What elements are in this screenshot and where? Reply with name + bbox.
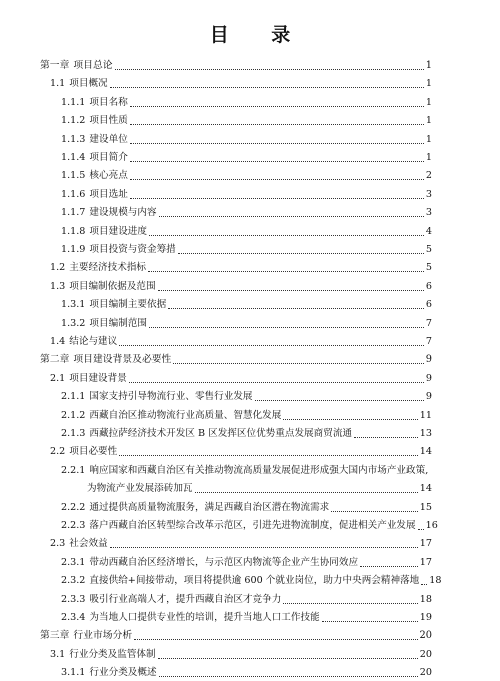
dot-leader [159,676,418,677]
toc-entry-text: 项目概况 [69,78,108,90]
toc-page-number: 11 [419,409,432,421]
toc-entry-number: 2.1 [50,372,66,384]
dot-leader [130,124,424,125]
toc-page-number: 1 [425,115,432,127]
toc-entry-label [61,389,253,405]
toc-entry-number: 第三章 [40,630,70,642]
toc-entry-text: 建设规模与内容 [89,207,157,219]
toc-entry-number: 1.1.2 [61,115,86,127]
toc-entry-text: 国家支持引导物流行业、零售行业发展 [89,391,253,403]
toc-entry-text: 社会效益 [69,538,108,550]
toc-entry-number: 2.1.1 [61,391,86,403]
toc-entry-label [61,555,358,571]
toc-page-number: 14 [419,483,432,495]
toc-entry-label [61,187,128,203]
toc-page-number: 9 [425,372,432,384]
toc-entry-number: 1.1.5 [61,170,86,182]
toc-entry-text: 落户西藏自治区转型综合改革示范区，引进先进物流制度，促进相关产业发展 [89,520,416,531]
toc-entry [61,95,432,111]
toc-page-number: 5 [425,262,432,274]
toc-entry-text: 项目建设背景及必要性 [73,354,172,366]
toc-entry-text: 西藏自治区推动物流行业高质量、智慧化发展 [89,409,282,421]
toc-entry-number: 1.1.4 [61,152,86,163]
dot-leader [168,308,424,309]
toc-entry [61,408,432,424]
toc-entry [61,592,432,608]
toc-entry-number: 1.1.7 [61,207,86,219]
toc-entry-label [61,205,157,221]
dot-leader [421,584,427,585]
dot-leader [130,106,424,107]
toc-entry-text: 主要经济技术指标 [69,262,147,274]
dot-leader [195,492,418,493]
toc-entry-label [61,150,128,166]
toc-entry-number: 3.1.1 [61,667,86,679]
toc-entry [61,555,432,571]
toc-page-number: 9 [425,354,432,366]
toc-page-number: 20 [419,630,432,642]
toc-entry-label [87,481,193,497]
toc-entry-text: 项目性质 [89,115,128,127]
toc-entry [61,665,432,681]
toc-page-number: 19 [419,612,432,623]
toc-entry-number: 1.1.1 [61,96,86,108]
toc-page-number: 2 [425,170,432,182]
toc-entry-text: 项目建设进度 [89,225,147,237]
toc-entry-text: 项目名称 [89,96,128,108]
toc-entry [61,205,432,221]
toc-page-number: 7 [425,317,432,329]
toc-entry-label [50,260,146,276]
toc-page-number: 9 [425,391,432,403]
dot-leader [159,216,424,217]
dot-leader [283,603,417,604]
dot-leader [110,87,424,88]
toc-entry-text: 为物流产业发展添砖加瓦 [87,483,193,495]
toc-page-number: 17 [419,556,432,568]
toc-page-number: 14 [419,446,432,458]
dot-leader [129,382,424,383]
dot-leader [149,327,424,328]
toc-entry-text: 项目必要性 [69,446,118,458]
dot-leader [149,235,424,236]
toc-entry-number: 1.3.1 [61,299,86,311]
toc-entry-label [61,168,128,184]
dot-leader [360,566,418,567]
dot-leader [331,511,418,512]
dot-leader [115,69,424,70]
toc-entry-number: 1.1 [50,78,66,90]
toc-entry-text: 项目总论 [73,60,113,71]
toc-page-number: 20 [419,667,432,679]
toc-entry-text: 核心亮点 [89,170,128,182]
toc-entry-label [61,316,147,332]
toc-chapter-entry [40,352,432,368]
toc-entry-text: 吸引行业高端人才，提升西藏自治区才竞争力 [89,593,282,605]
toc-entry-text: 项目编制范围 [89,317,147,329]
toc-entry-label [61,665,157,681]
toc-page-number: 1 [425,133,432,145]
toc-entry-text: 项目简介 [89,152,128,163]
toc-entry-text: 为当地人口提供专业性的培训，提升当地人口工作技能 [89,612,320,623]
toc-page-number: 3 [425,188,432,200]
toc-entry-text: 项目编制依据及范围 [69,280,156,292]
toc-entry-text: 响应国家和西藏自治区有关推动物流高质量发展促进形成强大国内市场产业政策, [89,464,429,476]
toc-entry [61,316,432,332]
toc-page-number: 20 [419,648,432,660]
toc-entry-text: 项目投资与资金筹措 [89,244,176,255]
toc-entry [50,334,432,350]
toc-entry [61,150,432,166]
toc-entry-number: 2.3.4 [61,612,86,623]
toc-page-number: 1 [425,96,432,108]
dot-leader [418,529,424,530]
toc-entry-label [61,610,320,626]
toc-page-number: 3 [425,207,432,219]
toc-entry [61,426,432,442]
toc-entry-text: 直接供给+间接带动，项目将提供逾 600 个就业岗位，助力中央两会精神落地 [89,575,420,587]
toc-page-number: 1 [425,152,432,163]
toc-entry [61,610,432,626]
dot-leader [255,400,424,401]
toc-entry-label [61,500,329,516]
dot-leader [158,290,424,291]
toc-entry-label [40,58,113,74]
toc-entry-number: 2.3 [50,538,66,550]
toc-entry [50,444,432,460]
dot-leader [283,419,417,420]
toc-entry [87,481,432,497]
toc-entry [61,113,432,129]
dot-leader [130,143,424,144]
toc-entry-text: 行业分类及监管体制 [69,648,156,660]
toc-entry-label [50,334,117,350]
toc-entry [61,168,432,184]
toc-page-number: 15 [419,501,432,513]
toc-entry [61,242,432,258]
dot-leader [354,437,418,438]
toc-chapter-entry [40,628,432,644]
toc-entry [61,573,442,589]
toc-entry [61,389,432,405]
toc-entry-label [61,463,428,479]
toc-entry-number: 2.1.3 [61,428,86,439]
toc-page-number: 18 [419,593,432,605]
toc-entry-label [50,536,108,552]
toc-entry-label [61,573,419,589]
toc-entry-number: 2.3.3 [61,593,86,605]
toc-entry-label [61,242,176,258]
toc-entry-number: 1.3 [50,280,66,292]
toc-entry-number: 1.1.6 [61,188,86,200]
toc-entry-number: 3.1 [50,648,66,660]
toc-entry-label [61,592,281,608]
toc-entry-number: 1.1.3 [61,133,86,145]
toc-entry-number: 2.2.2 [61,501,86,513]
toc-entry-number: 2.2.3 [61,520,86,531]
toc-entry [61,297,432,313]
toc-entry [50,647,432,663]
toc-entry-text: 结论与建议 [69,336,118,347]
toc-entry-label [50,371,127,387]
toc-page-number: 7 [425,336,432,347]
toc-entry [61,224,432,240]
toc-entry-number: 2.3.1 [61,556,86,568]
toc-entry-label [50,647,156,663]
toc-entry-text: 西藏拉萨经济技术开发区 B 区发挥区位优势重点发展商贸流通 [89,428,353,439]
toc-entry-text: 带动西藏自治区经济增长，与示范区内物流等企业产生协同效应 [89,556,359,568]
dot-leader [130,179,424,180]
toc-page-number: 6 [425,280,432,292]
toc-entry-label [61,113,128,129]
dot-leader [119,345,424,346]
dot-leader [173,363,423,364]
toc-entry-number: 1.1.9 [61,244,86,255]
toc-entry-number: 2.2 [50,446,66,458]
toc-entry-number: 1.4 [50,336,66,347]
toc-entry-text: 项目编制主要依据 [89,299,167,311]
toc-title: 目 录 [209,24,309,46]
toc-entry-text: 行业市场分析 [73,630,133,642]
toc-entry-label [61,95,128,111]
dot-leader [178,253,424,254]
toc-page-number: 18 [429,575,442,587]
toc-entry-number: 第二章 [40,354,70,366]
toc-entry-text: 建设单位 [89,133,128,145]
toc-chapter-entry [40,58,432,74]
toc-entry [61,463,432,479]
toc-entry-label [50,76,108,92]
toc-entry-number: 1.2 [50,262,66,274]
toc-entry-label [61,224,147,240]
toc-entry [61,500,432,516]
toc-entry-label [61,297,166,313]
dot-leader [158,658,418,659]
toc-page-number: 5 [425,244,432,255]
toc-entry-number: 第一章 [40,60,70,71]
toc-entry-text: 项目选址 [89,188,128,200]
toc-entry-label [61,408,281,424]
toc-entry-text: 行业分类及概述 [89,667,157,679]
dot-leader [110,547,418,548]
toc-entry-label [50,444,117,460]
toc-entry-number: 1.3.2 [61,317,86,329]
toc-entry [50,536,432,552]
dot-leader [130,198,424,199]
toc-page-number: 13 [419,428,432,439]
toc-entry [50,260,432,276]
toc-page-number: 16 [425,520,438,531]
toc-entry-label [40,628,132,644]
toc-page-number: 1 [425,78,432,90]
toc-entry-label [50,279,156,295]
toc-entry-label [61,132,128,148]
toc-page-number: 17 [419,538,432,550]
dot-leader [130,161,424,162]
toc-page-number: 1 [425,60,432,71]
toc-entry-text: 通过提供高质量物流服务，满足西藏自治区潜在物流需求 [89,501,330,513]
toc-entry-number: 2.3.2 [61,575,86,587]
dot-leader [148,271,424,272]
toc-entry [61,187,432,203]
toc-entry-label [61,518,416,534]
dot-leader [134,639,417,640]
dot-leader [322,621,418,622]
toc-entry [61,518,438,534]
toc-entry-text: 项目建设背景 [69,372,127,384]
toc-entry-label [61,426,352,442]
toc-entry-number: 1.1.8 [61,225,86,237]
toc-entry-number: 2.2.1 [61,464,86,476]
dot-leader [119,455,418,456]
toc-entry [61,132,432,148]
toc-page-number: 6 [425,299,432,311]
toc-entry [50,76,432,92]
toc-entry [50,371,432,387]
toc-entry [50,279,432,295]
toc-entry-label [40,352,171,368]
toc-entry-number: 2.1.2 [61,409,86,421]
toc-page-number: 4 [425,225,432,237]
